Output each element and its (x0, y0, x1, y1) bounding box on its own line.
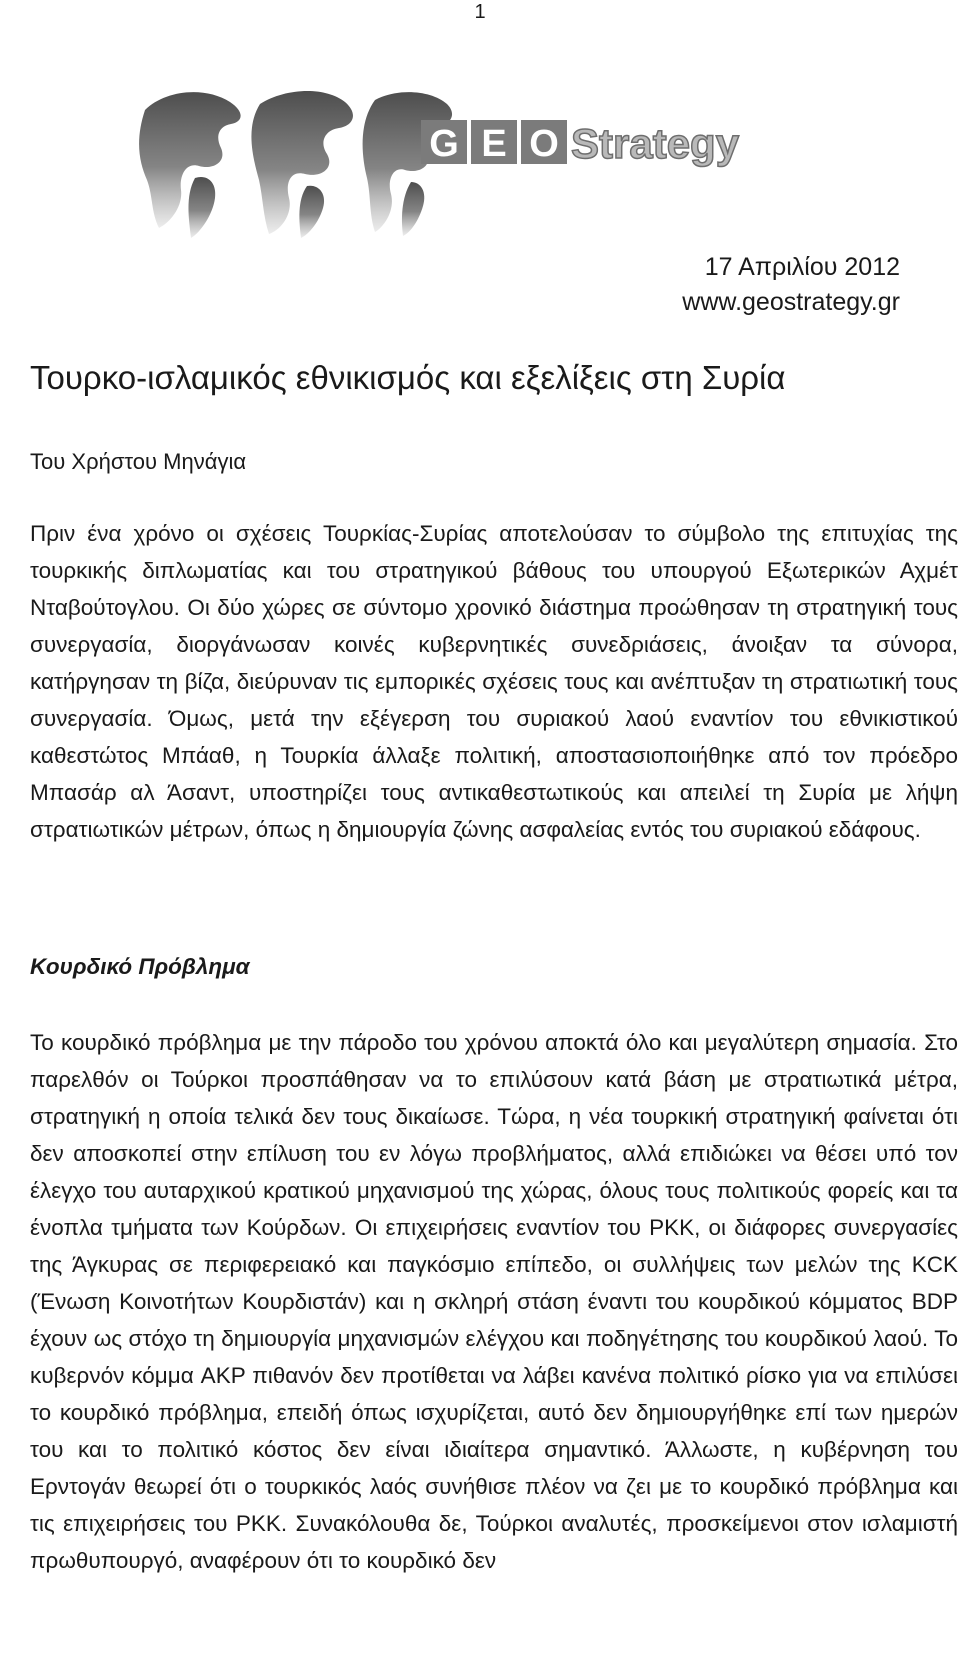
svg-text:E: E (481, 123, 507, 165)
date-block (682, 250, 900, 320)
svg-text:O: O (529, 123, 559, 165)
paragraph-kurdish-problem: Το κουρδικό πρόβλημα με την πάροδο του χρόνου αποκτά όλο και μεγαλύτερη σημασία. Στο παρελθόν οι Τούρκοι προσπάθησαν να το επιλύσουν κατά βάση με στρατιωτικά μέτρα, στρατηγική η οποία τελικά δεν τους δικαίωσε. Τώρα, η νέα τουρκική στρατηγική φαίνεται ότι δεν αποσκοπεί στην επίλυση του εν λόγω προβλήματος, αλλά επιδιώκει να θέσει υπό τον έλεγχο του αυταρχικού κρατικού μηχανισμού της χώρας, όλους τους πολιτικούς φορείς και τα ένοπλα τμήματα των Κούρδων. Οι επιχειρήσεις εναντίον του PKK, οι διάφορες συνεργασίες της Άγκυρας σε περιφερειακό και παγκόσμιο επίπεδο, οι συλλήψεις των μελών της KCK (Ένωση Κοινοτήτων Κουρδιστάν) και η σκληρή στάση έναντι του κουρδικού κόμματος BDP έχουν ως στόχο τη δημιουργία μηχανισμών ελέγχου και ποδηγέτησης του κουρδικού λαού. Το κυβερνόν κόμμα AKP πιθανόν δεν προτίθεται να λάβει κανένα πολιτικό ρίσκο για να επιλύσει το κουρδικό πρόβλημα, επειδή όπως ισχυρίζεται, αυτό δεν δημιουργήθηκε επί των ημερών του και το πολιτικό κόστος δεν είναι ιδιαίτερα σημαντικό. Άλλωστε, η κυβέρνηση του Ερντογάν θεωρεί ότι ο τουρκικός λαός συνήθισε πλέον να ζει με το κουρδικό πρόβλημα και τις επιχειρήσεις του PKK. Συνακόλουθα δε, Τούρκοι αναλυτές, προσκείμενοι στον ισλαμιστή πρωθυπουργό, αναφέρουν ότι το κουρδικό δεν (30, 1030, 958, 1573)
svg-text:G: G (429, 123, 459, 165)
website-link[interactable]: www.geostrategy.gr (682, 288, 900, 316)
page-number: 1 (474, 1, 486, 23)
article-title: Τουρκο-ισλαμικός εθνικισμός και εξελίξεις στη Συρία (30, 359, 786, 396)
logo-geo-boxes (421, 120, 567, 165)
globe-logo-icon (135, 82, 855, 242)
article-author: Του Χρήστου Μηνάγια (30, 449, 247, 474)
section-heading-kurdish-problem: Κουρδικό Πρόβλημα (30, 954, 250, 979)
geostrategy-logo (135, 82, 855, 242)
globe-1-icon (139, 92, 241, 238)
globe-2-icon (251, 91, 353, 238)
paragraph-intro: Πριν ένα χρόνο οι σχέσεις Τουρκίας-Συρίας αποτελούσαν το σύμβολο της επιτυχίας της τουρκικής διπλωματίας και του στρατηγικού βάθους του υπουργού Εξωτερικών Αχμέτ Νταβούτογλου. Οι δύο χώρες σε σύντομο χρονικό διάστημα προώθησαν τη στρατηγική τους συνεργασία, διοργάνωσαν κοινές κυβερνητικές συνεδριάσεις, άνοιξαν τα σύνορα, κατήργησαν τη βίζα, διεύρυναν τις εμπορικές σχέσεις τους και ανέπτυξαν τη στρατιωτική τους συνεργασία. Όμως, μετά την εξέγερση του συριακού λαού εναντίον του εθνικιστικού καθεστώτος Μπάαθ, η Τουρκία άλλαξε πολιτική, αποστασιοποιήθηκε από τον πρόεδρο Μπασάρ αλ Άσαντ, υποστηρίζει τους αντικαθεστωτικούς και απειλεί τη Συρία με λήψη στρατιωτικών μέτρων, όπως η δημιουργία ζώνης ασφαλείας εντός του συριακού εδάφους. (30, 521, 958, 842)
logo-strategy-text: Strategy (571, 120, 740, 167)
article-date: 17 Απριλίου 2012 (704, 253, 900, 281)
